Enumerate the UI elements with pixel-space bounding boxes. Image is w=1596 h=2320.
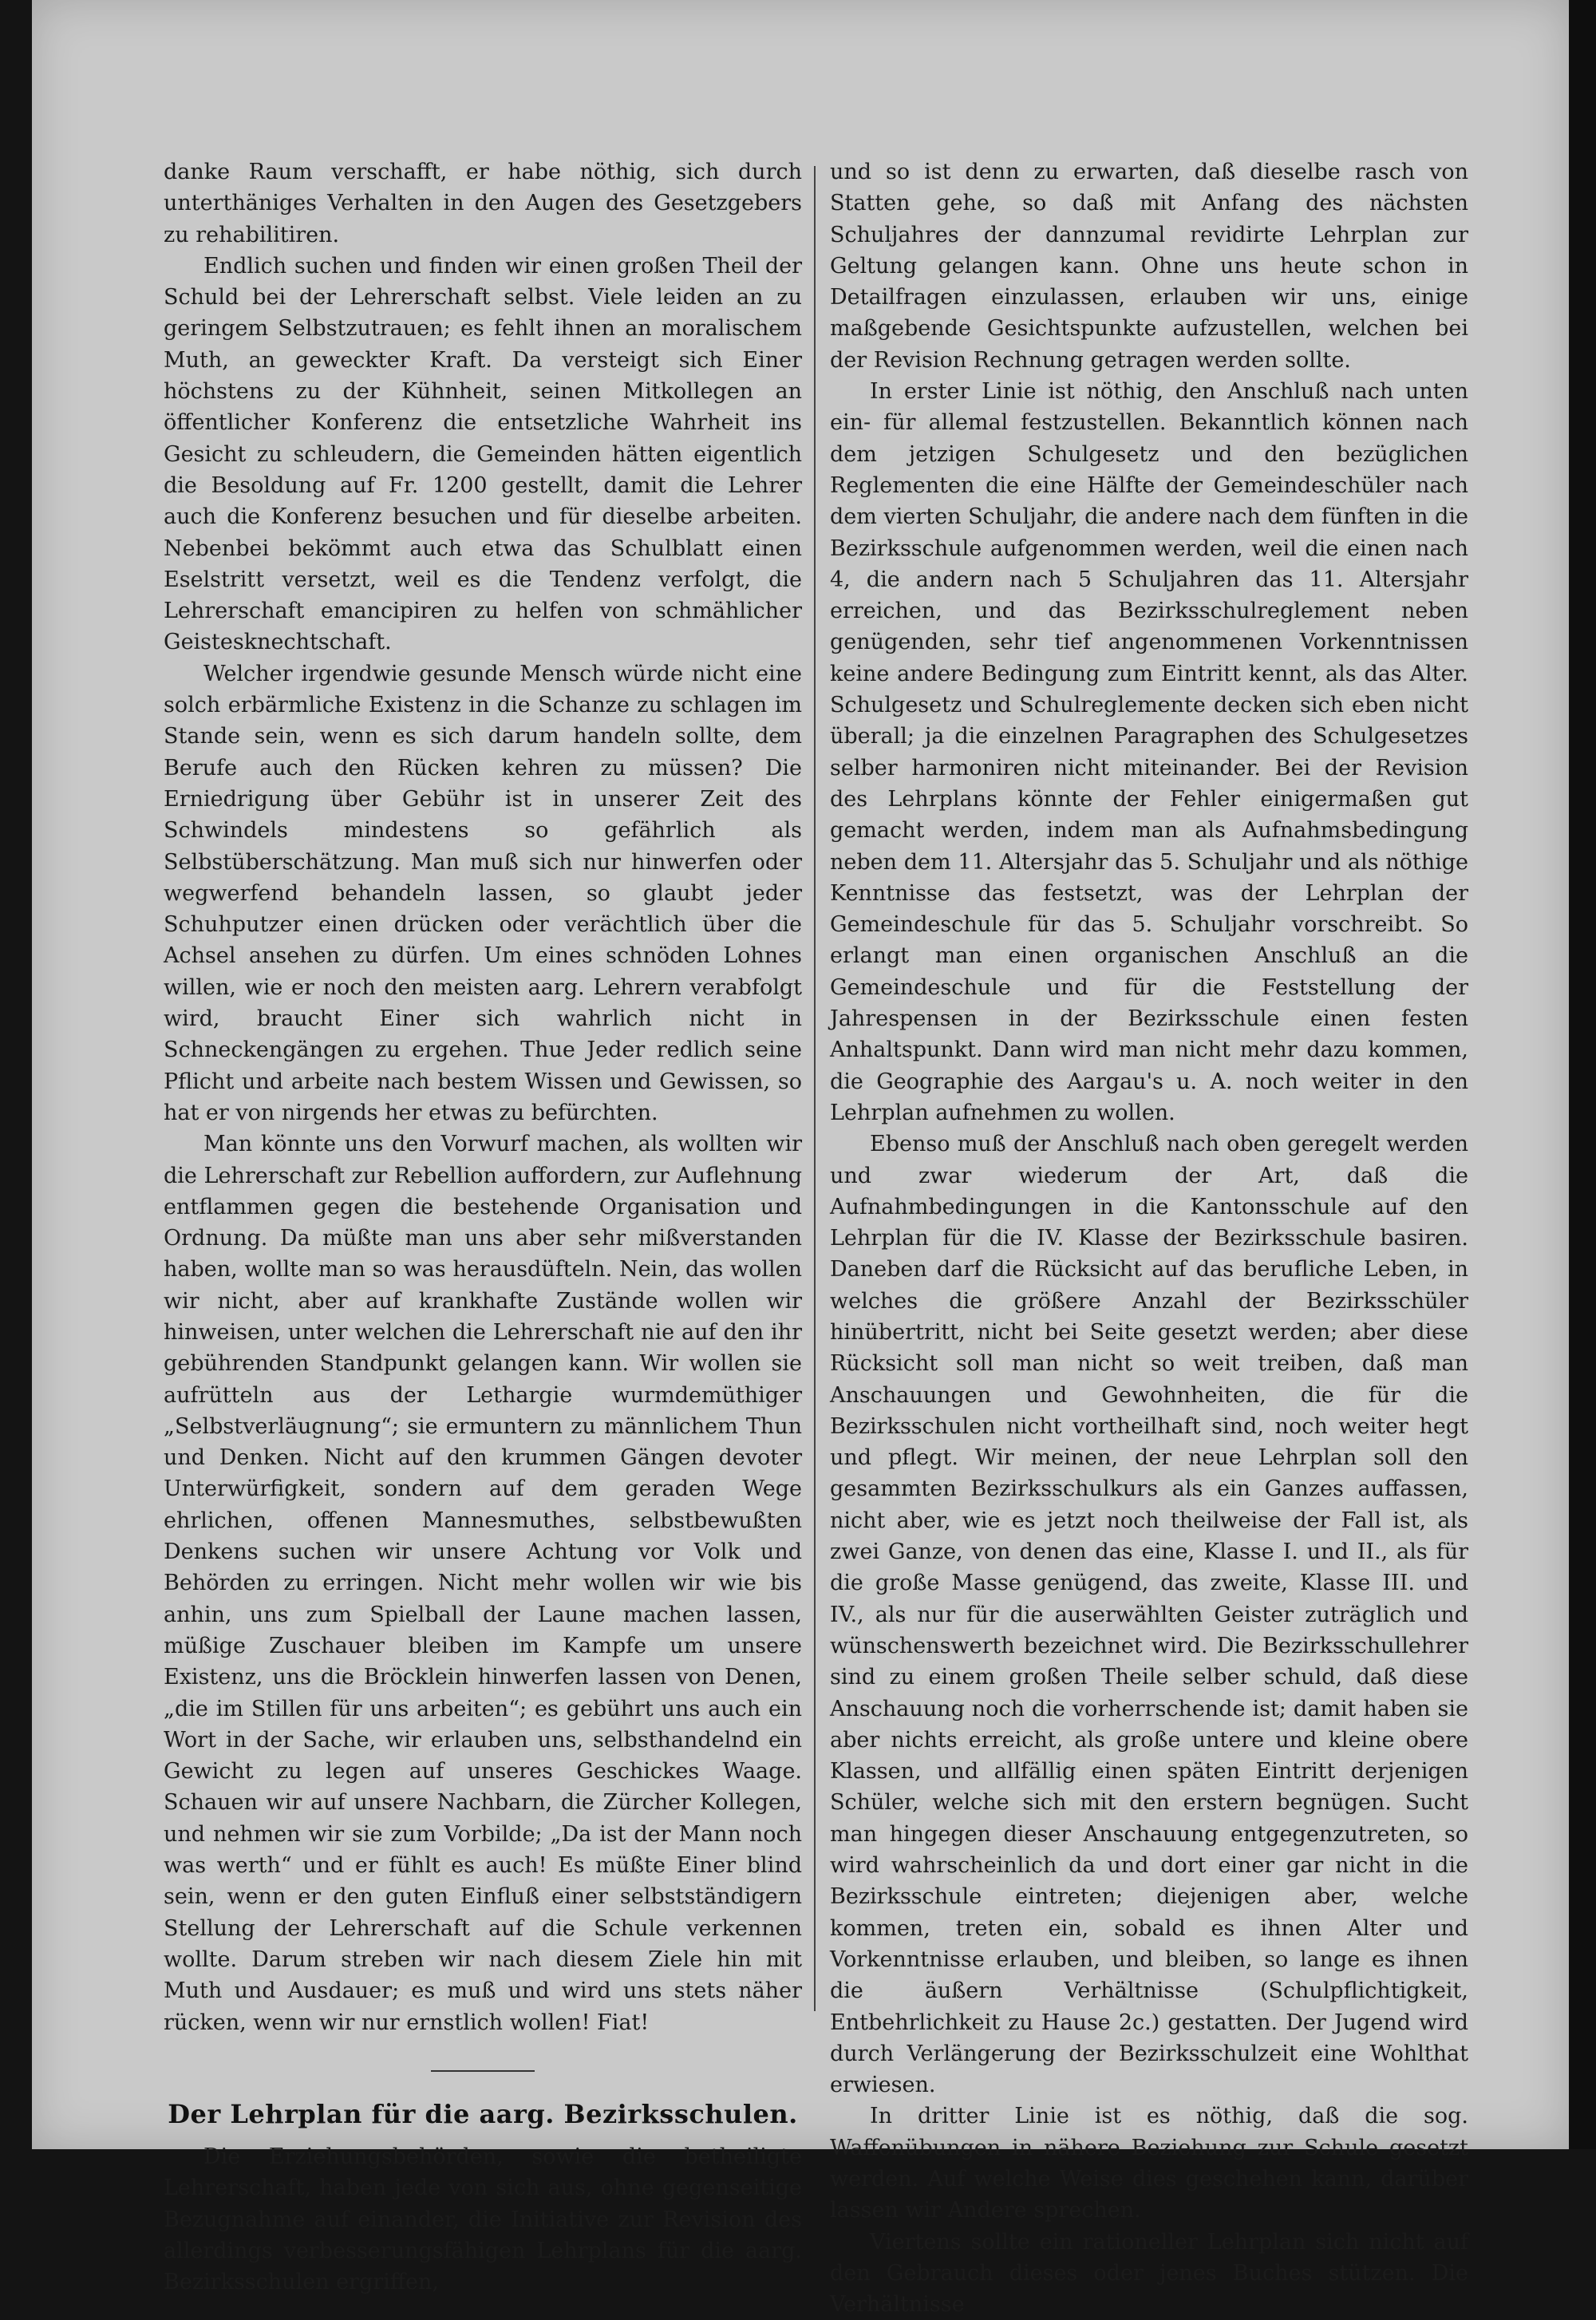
section-separator — [431, 2070, 535, 2072]
right-column — [830, 156, 1468, 2320]
section-heading: Der Lehrplan für die aarg. Bezirksschulen. — [168, 2098, 798, 2129]
paragraph: danke Raum verschafft, er habe nöthig, sich durch unterthäniges Verhalten in den Augen des Gesetzgebers zu rehabilitiren. — [164, 160, 802, 247]
column-divider — [814, 166, 816, 2011]
paragraph: In erster Linie ist nöthig, den Anschluß nach unten ein- für allemal festzustellen. Bekanntlich können nach dem jetzigen Schulgesetz und den bezüglichen Reglementen die eine Hälfte der Gemeindeschüler nach dem vierten Schuljahr, die andere nach dem fünften in die Bezirksschule aufgenommen werden, weil die einen nach 4, die andern nach 5 Schuljahren das 11. Altersjahr erreichen, und das Bezirksschulreglement neben genügenden, sehr tief angenommenen Vorkenntnissen keine andere Bedingung zum Eintritt kennt, als das Alter. Schulgesetz und Schulreglemente decken sich eben nicht überall; ja die einzelnen Paragraphen des Schulgesetzes selber harmoniren nicht miteinander. Bei der Revision des Lehrplans könnte der Fehler einigermaßen gut gemacht werden, indem man als Aufnahmsbedingung neben dem 11. Altersjahr das 5. Schuljahr und als nöthige Kenntnisse das festsetzt, was der Lehrplan der Gemeindeschule für das 5. Schuljahr vorschreibt. So erlangt man einen organischen Anschluß an die Gemeindeschule und für die Feststellung der Jahrespensen in der Bezirksschule einen festen Anhaltspunkt. Dann wird man nicht mehr dazu kommen, die Geographie des Aargau's u. A. noch weiter in den Lehrplan aufnehmen zu wollen. — [830, 379, 1468, 1125]
left-column — [164, 156, 802, 2298]
paragraph: Viertens sollte ein rationeller Lehrplan sich nicht auf den Gebrauch dieses oder jenes Buches stützen. Die Verhältnisse — [830, 2229, 1468, 2318]
scan-edge — [1569, 0, 1596, 2149]
newspaper-page — [32, 0, 1569, 2318]
paragraph: Endlich suchen und finden wir einen großen Theil der Schuld bei der Lehrerschaft selbst. Viele leiden an zu geringem Selbstzutrauen; es fehlt ihnen an moralischem Muth, an geweckter Kraft. Da versteigt sich Einer höchstens zu der Kühnheit, seinen Mitkollegen an öffentlicher Konferenz die entsetzliche Wahrheit ins Gesicht zu schleudern, die Gemeinden hätten eigentlich die Besoldung auf Fr. 1200 gestellt, damit die Lehrer auch die Konferenz besuchen und für dieselbe arbeiten. Nebenbei bekömmt auch etwa das Schulblatt einen Eselstritt versetzt, weil es die Tendenz verfolgt, die Lehrerschaft emancipiren zu helfen von schmählicher Geistesknechtschaft. — [164, 253, 802, 655]
paragraph: Man könnte uns den Vorwurf machen, als wollten wir die Lehrerschaft zur Rebellion auffordern, zur Auflehnung entflammen gegen die bestehende Organisation und Ordnung. Da müßte man uns aber sehr mißverstanden haben, wollte man so was herausdüfteln. Nein, das wollen wir nicht, aber auf krankhafte Zustände wollen wir hinweisen, unter welchen die Lehrerschaft nie auf den ihr gebührenden Standpunkt gelangen kann. Wir wollen sie aufrütteln aus der Lethargie wurmdemüthiger „Selbstverläugnung“; sie ermuntern zu männlichem Thun und Denken. Nicht auf den krummen Gängen devoter Unterwürfigkeit, sondern auf dem geraden Wege ehrlichen, offenen Mannesmuthes, selbstbewußten Denkens suchen wir unsere Achtung vor Volk und Behörden zu erringen. Nicht mehr wollen wir wie bis anhin, uns zum Spielball der Laune machen lassen, müßige Zuschauer bleiben im Kampfe um unsere Existenz, uns die Bröcklein hinwerfen lassen von Denen, „die im Stillen für uns arbeiten“; es gebührt uns auch ein Wort in der Sache, wir erlauben uns, selbsthandelnd ein Gewicht zu legen auf unseres Geschickes Waage. Schauen wir auf unsere Nachbarn, die Zürcher Kollegen, und nehmen wir sie zum Vorbilde; „Da ist der Mann noch was werth“ und er fühlt es auch! Es müßte Einer blind sein, wenn er den guten Einfluß einer selbstständigern Stellung der Lehrerschaft auf die Schule verkennen wollte. Darum streben wir nach diesem Ziele hin mit Muth und Ausdauer; es muß und wird uns stets näher rücken, wenn wir nur ernstlich wollen! Fiat! — [164, 1132, 802, 2035]
paragraph: In dritter Linie ist es nöthig, daß die sog. Waffenübungen in nähere Beziehung zur Schule gesetzt werden. Auf welche Weise dies geschehen kann, darüber lassen wir Andere sprechen. — [830, 2104, 1468, 2223]
paragraph: und so ist denn zu erwarten, daß dieselbe rasch von Statten gehe, so daß mit Anfang des nächsten Schuljahres der dannzumal revidirte Lehrplan zur Geltung gelangen kann. Ohne uns heute schon in Detailfragen einzulassen, erlauben wir uns, einige maßgebende Gesichtspunkte aufzustellen, welchen bei der Revision Rechnung getragen werden sollte. — [830, 160, 1468, 373]
paragraph: Ebenso muß der Anschluß nach oben geregelt werden und zwar wiederum der Art, daß die Aufnahmbedingungen in die Kantonsschule auf den Lehrplan für die IV. Klasse der Bezirksschule basiren. Daneben darf die Rücksicht auf das berufliche Leben, in welches die größere Anzahl der Bezirksschüler hinübertritt, nicht bei Seite gesetzt werden; aber diese Rücksicht soll man nicht so weit treiben, daß man Anschauungen und Gewohnheiten, die für die Bezirksschulen nicht vortheilhaft sind, noch weiter hegt und pflegt. Wir meinen, der neue Lehrplan soll den gesammten Bezirksschulkurs als ein Ganzes auffassen, nicht aber, wie es jetzt noch theilweise der Fall ist, als zwei Ganze, von denen das eine, Klasse I. und II., als für die große Masse genügend, das zweite, Klasse III. und IV., als nur für die auserwählten Geister zuträglich und wünschenswerth bezeichnet wird. Die Bezirksschullehrer sind zu einem großen Theile selber schuld, daß diese Anschauung noch die vorherrschende ist; damit haben sie aber nichts erreicht, als große untere und kleine obere Klassen, und allfällig einen späten Eintritt derjenigen Schüler, welche sich mit den erstern begnügen. Sucht man hingegen dieser Anschauung entgegenzutreten, so wird wahrscheinlich da und dort einer gar nicht in die Bezirksschule eintreten; diejenigen aber, welche kommen, treten ein, sobald es ihnen Alter und Vorkenntnisse erlauben, und bleiben, so lange es ihnen die äußern Verhältnisse (Schulpflichtigkeit, Entbehrlichkeit zu Hause 2c.) gestatten. Der Jugend wird durch Verlängerung der Bezirksschulzeit eine Wohlthat erwiesen. — [830, 1132, 1468, 2098]
paragraph: Die Erziehungsbehörden, sowie die betheiligte Lehrerschaft, haben jede von sich aus, ohne gegenseitige Bezugnahme auf einander, die Initiative zur Revision des allerdings verbesserungsfähigen Lehrplans für die aarg. Bezirksschulen ergriffen, — [164, 2144, 802, 2295]
paragraph: Welcher irgendwie gesunde Mensch würde nicht eine solch erbärmliche Existenz in die Schanze zu schlagen im Stande sein, wenn es sich darum handeln sollte, dem Berufe auch den Rücken kehren zu müssen? Die Erniedrigung über Gebühr ist in unserer Zeit des Schwindels mindestens so gefährlich als Selbstüberschätzung. Man muß sich nur hinwerfen oder wegwerfend behandeln lassen, so glaubt jeder Schuhputzer einen drücken oder verächtlich über die Achsel ansehen zu dürfen. Um eines schnöden Lohnes willen, wie er noch den meisten aarg. Lehrern verabfolgt wird, braucht Einer sich wahrlich nicht in Schneckengängen zu ergehen. Thue Jeder redlich seine Pflicht und arbeite nach bestem Wissen und Gewissen, so hat er von nirgends her etwas zu befürchten. — [164, 661, 802, 1125]
